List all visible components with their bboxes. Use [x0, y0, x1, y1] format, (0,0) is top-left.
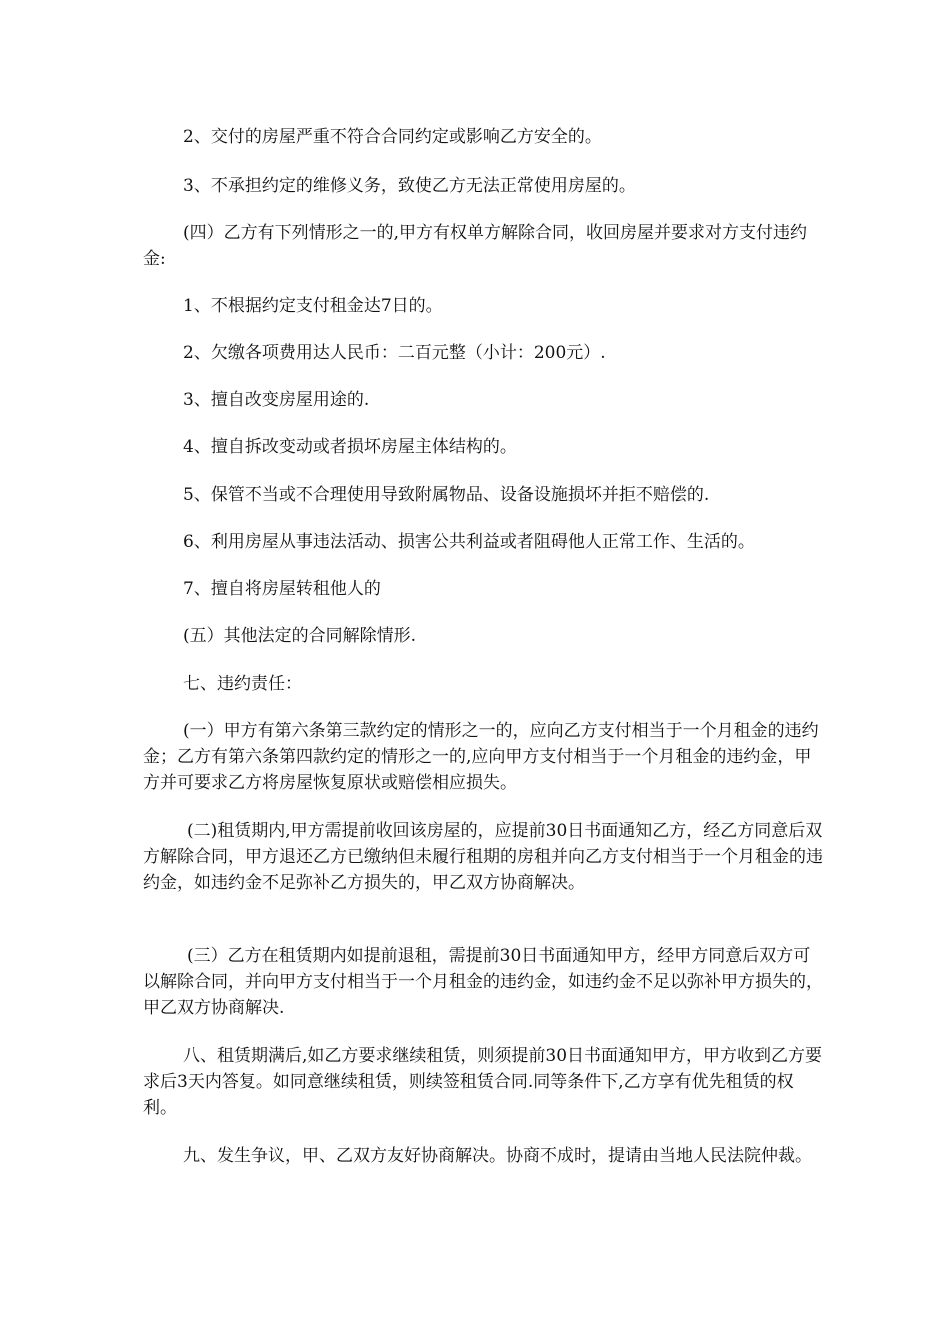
paragraph-section-5: (五）其他法定的合同解除情形.: [183, 626, 417, 646]
paragraph-liability-2: (二)租赁期内,甲方需提前收回该房屋的，应提前30日书面通知乙方，经乙方同意后双方解除合同，甲方退还乙方已缴纳但未履行租期的房租并向乙方支付相当于一个月租金的违约金，如违约金不足弥补乙方损失的，甲乙双方协商解决。: [143, 821, 823, 893]
paragraph-item-3-maintenance: 3、不承担约定的维修义务，致使乙方无法正常使用房屋的。: [183, 176, 636, 196]
paragraph-item-2-fees: 2、欠缴各项费用达人民币：二百元整（小计：200元）.: [183, 343, 606, 363]
paragraph-item-6-illegal: 6、利用房屋从事违法活动、损害公共利益或者阻碍他人正常工作、生活的。: [183, 532, 755, 552]
paragraph-item-4-structure: 4、擅自拆改变动或者损坏房屋主体结构的。: [183, 437, 517, 457]
paragraph-item-1-rent: 1、不根据约定支付租金达7日的。: [183, 296, 443, 316]
paragraph-item-2-safety: 2、交付的房屋严重不符合合同约定或影响乙方安全的。: [183, 127, 602, 147]
paragraph-heading-9: 九、发生争议，甲、乙双方友好协商解决。协商不成时，提请由当地人民法院仲裁。: [183, 1146, 812, 1166]
paragraph-heading-8: 八、租赁期满后,如乙方要求继续租赁，则须提前30日书面通知甲方，甲方收到乙方要求后3天内答复。如同意继续租赁，则续签租赁合同.同等条件下,乙方享有优先租赁的权利。: [143, 1046, 823, 1118]
paragraph-item-3-usage: 3、擅自改变房屋用途的.: [183, 390, 370, 410]
paragraph-liability-3: (三）乙方在租赁期内如提前退租，需提前30日书面通知甲方，经甲方同意后双方可以解除合同，并向甲方支付相当于一个月租金的违约金，如违约金不足以弥补甲方损失的，甲乙双方协商解决.: [143, 946, 823, 1018]
paragraph-liability-1: (一）甲方有第六条第三款约定的情形之一的，应向乙方支付相当于一个月租金的违约金；乙方有第六条第四款约定的情形之一的,应向甲方支付相当于一个月租金的违约金，甲方并可要求乙方将房屋恢复原状或赔偿相应损失。: [143, 721, 819, 793]
paragraph-item-7-sublet: 7、擅自将房屋转租他人的: [183, 579, 381, 599]
paragraph-heading-7: 七、违约责任：: [183, 674, 302, 694]
paragraph-item-5-damage: 5、保管不当或不合理使用导致附属物品、设备设施损坏并拒不赔偿的.: [183, 485, 710, 505]
paragraph-section-4: (四）乙方有下列情形之一的,甲方有权单方解除合同，收回房屋并要求对方支付违约金:: [143, 223, 808, 269]
